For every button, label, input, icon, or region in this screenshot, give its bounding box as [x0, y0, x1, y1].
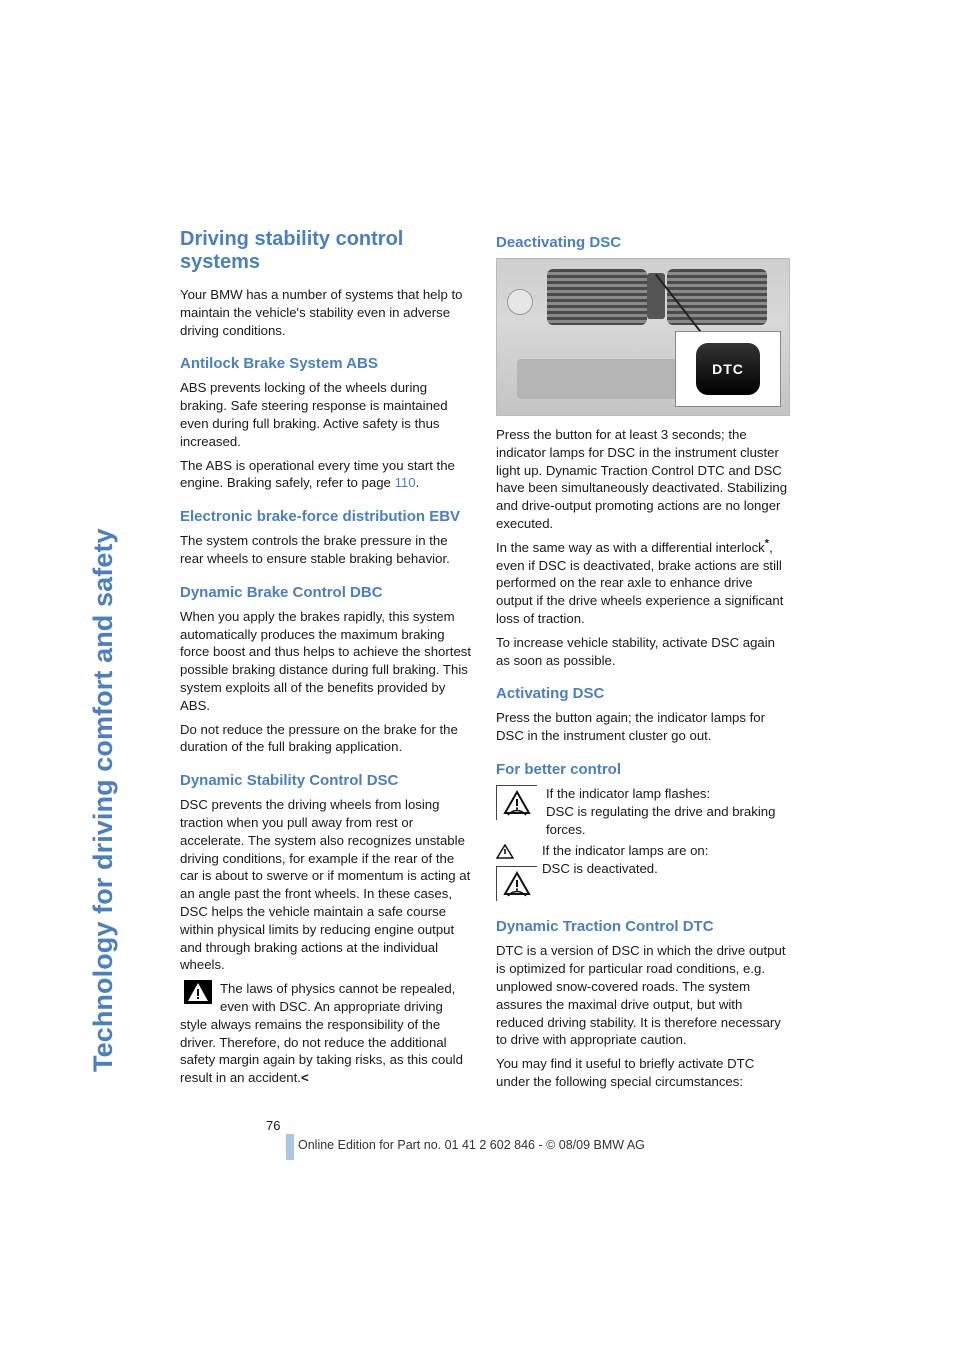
climate-panel: [517, 359, 687, 399]
indicator-on-row: [496, 842, 788, 902]
air-vent-left: [547, 269, 647, 325]
dsc-paragraph: DSC prevents the driving wheels from losing traction when you pull away from rest or accelerate. The system also recognizes unstable driving conditions, for example if the rear of the car is about to swerve or if momentum is acting at an angle past the front wheels. In these cases, DSC helps the vehicle maintain a safe course within physical limits by reducing engine output and through braking actions at the individual wheels.: [180, 797, 471, 973]
dbc-heading: Dynamic Brake Control DBC: [180, 583, 383, 601]
dbc-paragraph-1: When you apply the brakes rapidly, this system automatically produces the maximum braking force boost and thus helps to achieve the shortest possible braking distance during full braking. This system exploits all of the benefits provided by ABS.: [180, 608, 472, 713]
abs-paragraph-1: ABS prevents locking of the wheels during braking. Safe steering response is maintained even during full braking. Active safety is thus increased.: [180, 380, 448, 449]
dsc-off-small-icon: [496, 844, 514, 865]
dsc-indicator-icon-2: [496, 866, 537, 901]
ebv-paragraph: The system controls the brake pressure in the rear wheels to ensure stable braking behavior.: [180, 533, 450, 566]
air-vent-right: [667, 269, 767, 325]
abs-heading: Antilock Brake System ABS: [180, 355, 378, 373]
ebv-heading: Electronic brake-force distribution EBV: [180, 508, 461, 526]
dial-knob: [507, 289, 533, 315]
intro-paragraph: Your BMW has a number of systems that help to maintain the vehicle's stability even in adverse driving conditions.: [180, 287, 463, 338]
optional-equipment-star: *: [764, 537, 770, 550]
warning-note: The laws of physics cannot be repealed, even with DSC. An appropriate driving style always remains the responsibility of the driver. Therefore, do not reduce the additional safety margin again by taking risks, as this could result in an accident.<: [180, 981, 463, 1086]
dsc-indicator-icon: [496, 785, 537, 820]
warning-triangle-icon: [184, 980, 212, 1004]
side-section-title: Technology for driving comfort and safety: [88, 528, 118, 1072]
page-link[interactable]: 110: [394, 475, 416, 491]
dbc-paragraph-2: Do not reduce the pressure on the brake for the duration of the full braking application.: [180, 721, 458, 755]
indicator-flashing-row: [496, 785, 788, 838]
deactivate-paragraph-3: To increase vehicle stability, activate DSC again as soon as possible.: [496, 634, 776, 668]
flash-text: If the indicator lamp flashes: DSC is regulating the drive and braking forces.: [546, 785, 776, 837]
footer-accent-bar: [286, 1134, 294, 1160]
page-number: 76: [266, 1118, 281, 1133]
dtc-button-inset: [675, 331, 781, 407]
on-text: If the indicator lamps are on: DSC is deactivated.: [542, 843, 709, 877]
dsc-heading: Dynamic Stability Control DSC: [180, 772, 399, 790]
activate-paragraph: Press the button again; the indicator lamps for DSC in the instrument cluster go out.: [496, 710, 766, 744]
better-control-heading: For better control: [496, 760, 622, 778]
dtc-heading: Dynamic Traction Control DTC: [496, 918, 714, 936]
right-column: [496, 228, 788, 1097]
dtc-button: DTC: [696, 343, 760, 395]
deactivate-paragraph-1: Press the button for at least 3 seconds; the indicator lamps for DSC in the instrument cluster light up. Dynamic Traction Control DTC and DSC have been simultaneously deactivated. Stabilizing and drive-output promoting actions are no longer executed.: [496, 427, 788, 531]
dsc-button-photo: [496, 258, 790, 416]
center-button-strip: [647, 273, 665, 319]
dtc-paragraph-2: You may find it useful to briefly activate DTC under the following special circumstances:: [496, 1056, 755, 1089]
dtc-paragraph-1: DTC is a version of DSC in which the drive output is optimized for particular road conditions, e.g. unplowed snow-covered roads. The system assures the maximal drive output, but with reduced driving stability. It is therefore necessary to drive with appropriate caution.: [496, 943, 786, 1048]
activate-heading: Activating DSC: [496, 685, 605, 703]
deactivate-paragraph-2: In the same way as with a differential interlock*, even if DSC is deactivated, brake actions are still performed on the rear axle to enhance drive output if the drive wheels experience a significant loss of traction.: [496, 537, 784, 626]
main-title: Driving stability control systems: [180, 228, 404, 273]
footer-text: Online Edition for Part no. 01 41 2 602 846 - © 08/09 BMW AG: [298, 1138, 645, 1152]
left-column: [180, 228, 472, 1087]
deactivate-heading: Deactivating DSC: [496, 234, 622, 251]
abs-paragraph-2: The ABS is operational every time you start the engine. Braking safely, refer to page 110.: [180, 457, 455, 491]
